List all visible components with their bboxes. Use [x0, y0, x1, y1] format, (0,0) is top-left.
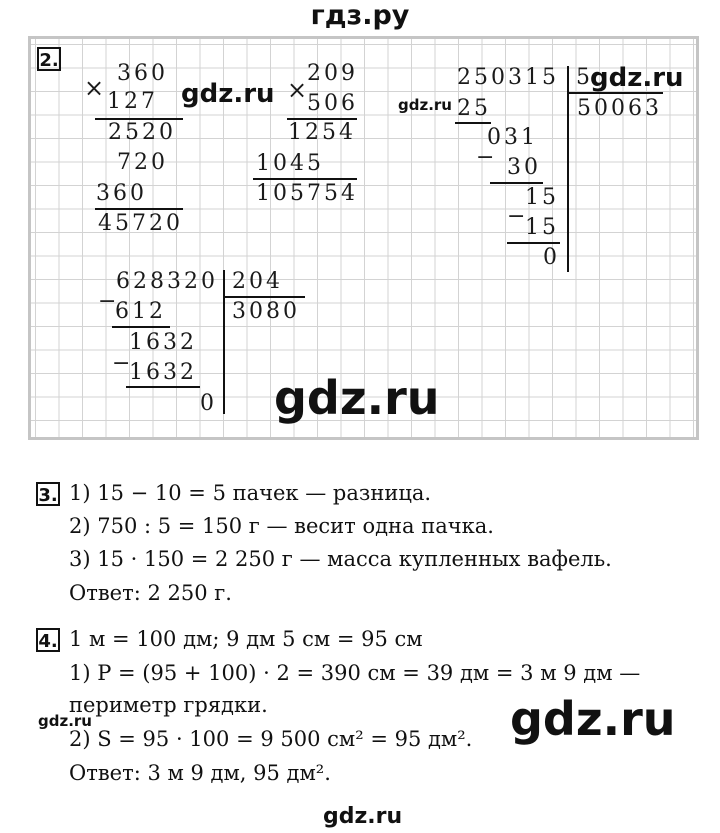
- mult1-partial-1: 2520: [108, 120, 176, 145]
- watermark-large-b: gdz.ru: [510, 692, 676, 746]
- site-title: гдз.ру: [310, 0, 410, 31]
- mult2-partial-2: 1045: [256, 151, 324, 176]
- watermark-bottom: gdz.ru: [323, 804, 403, 829]
- watermark-small-a: gdz.ru: [398, 96, 452, 114]
- task-3-line-3: 3) 15 · 150 = 2 250 г — масса купленных вафель.: [69, 547, 612, 571]
- task-4-answer: Ответ: 3 м 9 дм, 95 дм².: [69, 761, 331, 785]
- div1-remainder-3: 0: [543, 245, 560, 270]
- mult2-sign: ×: [287, 76, 311, 104]
- mult1-factor-a: 360: [117, 61, 168, 86]
- div2-vertical-line: [223, 270, 225, 414]
- watermark-mid-b: gdz.ru: [590, 63, 684, 93]
- mult1-result: 45720: [98, 211, 183, 236]
- task-3-line-2: 2) 750 : 5 = 150 г — весит одна пачка.: [69, 514, 494, 538]
- div2-subtrahend-1: 612: [115, 299, 166, 324]
- task-2-number: 2.: [37, 47, 61, 71]
- div2-dividend: 628320: [116, 269, 218, 294]
- task-3-number: 3.: [36, 482, 60, 506]
- watermark-small-b: gdz.ru: [38, 712, 92, 730]
- div2-remainder-1: 1632: [129, 330, 197, 355]
- div2-quotient: 3080: [232, 299, 300, 324]
- div2-minus-1: −: [98, 289, 120, 314]
- div1-minus-1: −: [476, 145, 498, 170]
- mult2-line-2: [253, 178, 357, 180]
- mult1-sign: ×: [84, 74, 108, 102]
- div2-divisor-line: [225, 296, 305, 298]
- mult1-partial-3: 360: [96, 181, 147, 206]
- div2-minus-2: −: [112, 351, 134, 376]
- div1-dividend: 250315: [457, 65, 559, 90]
- div1-remainder-2: 15: [525, 185, 559, 210]
- task-4-line-4: 2) S = 95 · 100 = 9 500 см² = 95 дм².: [69, 727, 473, 751]
- div2-line-2: [126, 386, 200, 388]
- div1-subtrahend-1: 25: [457, 96, 491, 121]
- mult2-factor-a: 209: [307, 61, 358, 86]
- div2-divisor: 204: [232, 269, 283, 294]
- div1-line-1: [455, 122, 491, 124]
- mult1-line-2: [95, 208, 183, 210]
- mult2-result: 105754: [256, 181, 358, 206]
- mult1-partial-2: 720: [117, 150, 168, 175]
- div2-remainder-2: 0: [200, 391, 217, 416]
- task-4-line-1: 1 м = 100 дм; 9 дм 5 см = 95 см: [69, 627, 423, 651]
- task-4-number: 4.: [36, 628, 60, 652]
- mult2-partial-1: 1254: [288, 120, 356, 145]
- watermark-mid-a: gdz.ru: [181, 79, 275, 109]
- div1-remainder-1: 031: [487, 125, 538, 150]
- div1-vertical-line: [567, 66, 569, 272]
- task-4-line-2: 1) P = (95 + 100) · 2 = 390 см = 39 дм = 3 м 9 дм —: [69, 661, 641, 685]
- div1-subtrahend-3: 15: [525, 215, 559, 240]
- div2-subtrahend-2: 1632: [129, 360, 197, 385]
- mult2-factor-b: 506: [307, 91, 358, 116]
- task-3-answer: Ответ: 2 250 г.: [69, 581, 232, 605]
- div1-quotient: 50063: [577, 96, 662, 121]
- div2-line-1: [112, 326, 170, 328]
- task-3-line-1: 1) 15 − 10 = 5 пачек — разница.: [69, 481, 432, 505]
- task-4-line-3: периметр грядки.: [69, 693, 268, 717]
- mult1-factor-b: 127: [107, 89, 158, 114]
- div1-line-2: [490, 182, 543, 184]
- div1-line-3: [507, 242, 560, 244]
- div1-subtrahend-2: 30: [507, 155, 541, 180]
- watermark-large-a: gdz.ru: [274, 371, 440, 425]
- div1-minus-2: −: [507, 204, 529, 229]
- div1-divisor: 5: [576, 65, 593, 90]
